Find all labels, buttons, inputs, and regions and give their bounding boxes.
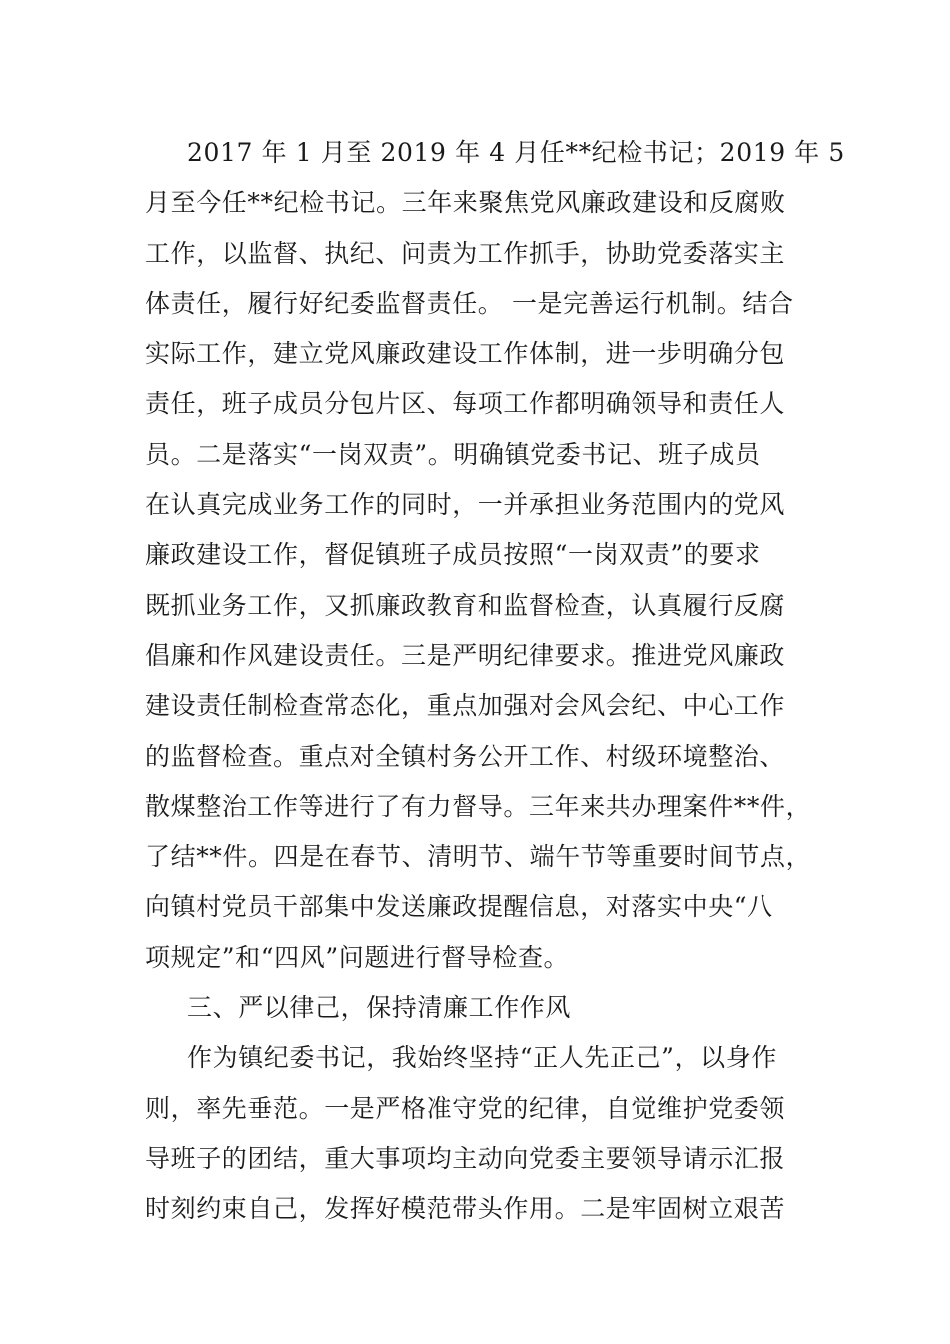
text-line: 工作，以监督、执纪、问责为工作抓手，协助党委落实主 [145, 238, 786, 268]
body-text [145, 128, 845, 1235]
text-line: 既抓业务工作，又抓廉政教育和监督检查，认真履行反腐 [145, 590, 786, 620]
text-line: 体责任，履行好纪委监督责任。 一是完善运行机制。结合 [145, 288, 794, 318]
text-line: 倡廉和作风建设责任。三是严明纪律要求。推进党风廉政 [145, 640, 786, 670]
text-line: 的监督检查。重点对全镇村务公开工作、村级环境整治、 [145, 741, 786, 771]
text-line: 项规定”和“四风”问题进行督导检查。 [145, 942, 570, 972]
text-line: 月至今任**纪检书记。三年来聚焦党风廉政建设和反腐败 [145, 188, 786, 218]
text-line: 时刻约束自己，发挥好模范带头作用。二是牢固树立艰苦 [145, 1194, 786, 1224]
text-line: 建设责任制检查常态化，重点加强对会风会纪、中心工作 [145, 691, 786, 721]
text-line: 在认真完成业务工作的同时，一并承担业务范围内的党风 [145, 490, 786, 520]
text-line: 作为镇纪委书记，我始终坚持“正人先正己”，以身作 [187, 1043, 777, 1073]
text-line: 了结**件。四是在春节、清明节、端午节等重要时间节点， [145, 842, 812, 872]
text-line: 则，率先垂范。一是严格准守党的纪律，自觉维护党委领 [145, 1093, 786, 1123]
text-line: 向镇村党员干部集中发送廉政提醒信息，对落实中央“八 [145, 892, 773, 922]
text-line: 2017 年 1 月至 2019 年 4 月任**纪检书记；2019 年 5 [187, 138, 845, 167]
text-line: 导班子的团结，重大事项均主动向党委主要领导请示汇报 [145, 1143, 786, 1173]
text-line: 责任，班子成员分包片区、每项工作都明确领导和责任人 [145, 389, 786, 419]
text-line: 廉政建设工作，督促镇班子成员按照“一岗双责”的要求 [145, 540, 761, 570]
text-line: 散煤整治工作等进行了有力督导。三年来共办理案件**件， [145, 791, 812, 821]
text-line: 实际工作，建立党风廉政建设工作体制，进一步明确分包 [145, 339, 786, 369]
text-line: 员。二是落实“一岗双责”。明确镇党委书记、班子成员 [145, 439, 761, 469]
section-heading: 三、严以律己，保持清廉工作作风 [187, 993, 572, 1023]
